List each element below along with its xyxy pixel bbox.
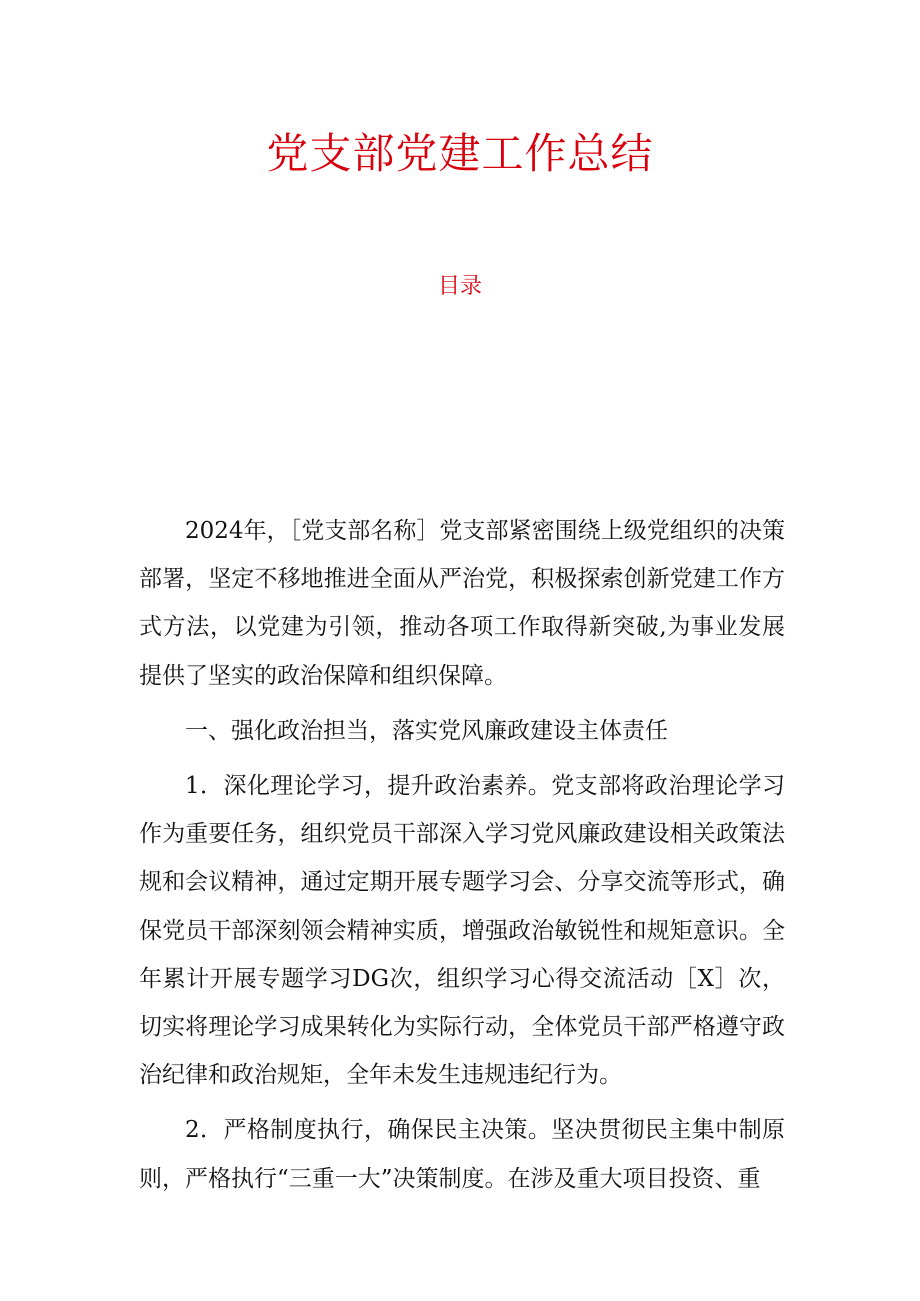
body-paragraph: 2．严格制度执行，确保民主决策。坚决贯彻民主集中制原则，严格执行“三重一大”决策制度。在涉及重大项目投资、重 xyxy=(139,1117,785,1192)
body-paragraph: 1．深化理论学习，提升政治素养。党支部将政治理论学习作为重要任务，组织党员干部深入学习党风廉政建设相关政策法规和会议精神，通过定期开展专题学习会、分享交流等形式，确保党员干部深刻领会精神实质，增强政治敏锐性和规矩意识。全年累计开展专题学习DG次，组织学习心得交流活动［X］次，切实将理论学习成果转化为实际行动，全体党员干部严格遵守政治纪律和政治规矩，全年未发生违规违纪行为。 xyxy=(139,773,785,1089)
document-body xyxy=(139,507,785,1203)
document-title: 党支部党建工作总结 xyxy=(266,129,654,178)
table-of-contents-label: 目录 xyxy=(437,274,482,299)
section-heading: 一、强化政治担当，落实党风廉政建设主体责任 xyxy=(185,717,668,744)
intro-paragraph: 2024年，［党支部名称］党支部紧密围绕上级党组织的决策部署，坚定不移地推进全面从严治党，积极探索创新党建工作方式方法，以党建为引领，推动各项工作取得新突破,为事业发展提供了坚实的政治保障和组织保障。 xyxy=(139,518,785,689)
